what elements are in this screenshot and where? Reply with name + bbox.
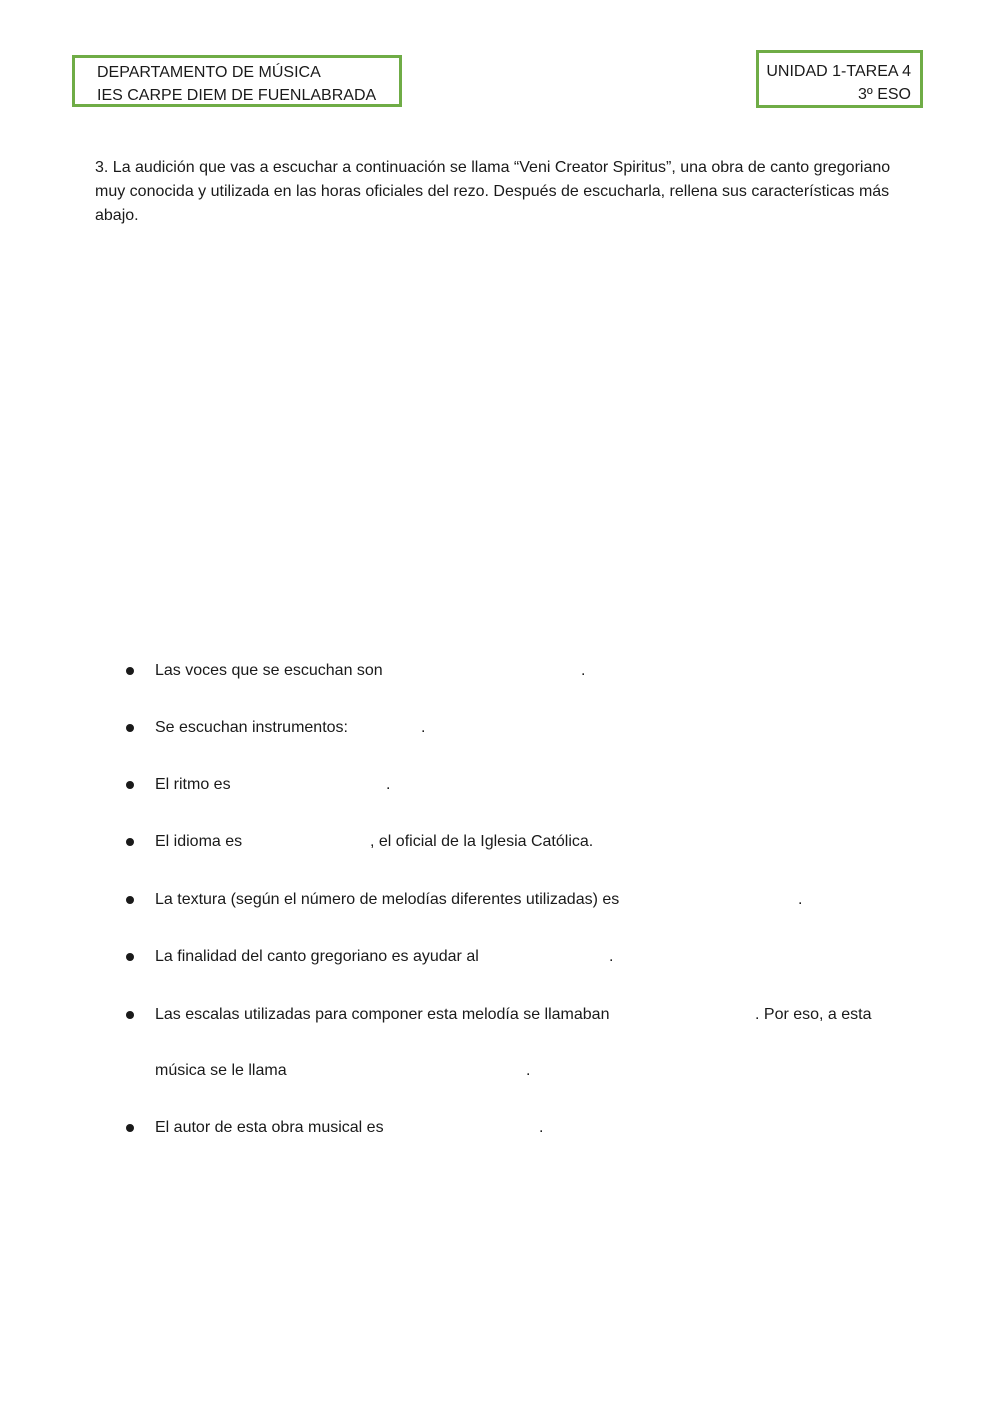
answer-field[interactable]	[295, 1060, 523, 1082]
item-suffix: .	[421, 719, 426, 736]
answer-field[interactable]	[647, 889, 796, 911]
exercise-instructions: 3. La audición que vas a escuchar a continuación se llama “Veni Creator Spiritus”, una obra de canto gregoriano muy conocida y utilizada en las horas oficiales del rezo. Después de escucharla, rellena sus características más abajo.	[95, 159, 891, 224]
answer-field[interactable]	[498, 946, 606, 968]
answer-field[interactable]	[388, 660, 578, 682]
bullet-icon	[126, 724, 134, 732]
item-suffix: .	[609, 948, 614, 965]
bullet-icon	[126, 838, 134, 846]
item-prefix: Se escuchan instrumentos:	[155, 719, 348, 736]
item-suffix: .	[386, 776, 391, 793]
item-prefix: Las escalas utilizadas para componer esta melodía se llamaban	[155, 1006, 610, 1023]
item-prefix: El autor de esta obra musical es	[155, 1119, 384, 1136]
answer-field[interactable]	[360, 717, 418, 739]
bullet-icon	[126, 953, 134, 961]
item-suffix: .	[526, 1062, 531, 1079]
answer-field[interactable]	[238, 774, 383, 796]
item-suffix: .	[798, 891, 803, 908]
item-prefix: La finalidad del canto gregoriano es ayudar al	[155, 948, 479, 965]
unit-task: UNIDAD 1-TAREA 4	[766, 63, 911, 80]
bullet-icon	[126, 667, 134, 675]
unit-header-box	[756, 50, 923, 108]
item-prefix: La textura (según el número de melodías diferentes utilizadas) es	[155, 891, 620, 908]
item-prefix: música se le llama	[155, 1062, 287, 1079]
item-suffix: , el oficial de la Iglesia Católica.	[370, 833, 594, 850]
item-suffix: .	[539, 1119, 544, 1136]
bullet-icon	[126, 1011, 134, 1019]
item-prefix: Las voces que se escuchan son	[155, 662, 383, 679]
school-name: IES CARPE DIEM DE FUENLABRADA	[97, 87, 377, 104]
bullet-icon	[126, 781, 134, 789]
answer-field[interactable]	[396, 1117, 536, 1139]
bullet-icon	[126, 896, 134, 904]
item-prefix: El ritmo es	[155, 776, 231, 793]
item-suffix: .	[581, 662, 586, 679]
item-prefix: El idioma es	[155, 833, 243, 850]
course-level: 3º ESO	[858, 86, 911, 103]
bullet-icon	[126, 1124, 134, 1132]
department-header-box	[72, 55, 402, 107]
department-name: DEPARTAMENTO DE MÚSICA	[97, 64, 321, 81]
item-suffix: . Por eso, a esta	[755, 1006, 872, 1023]
answer-field[interactable]	[629, 1004, 752, 1026]
answer-field[interactable]	[248, 831, 368, 853]
